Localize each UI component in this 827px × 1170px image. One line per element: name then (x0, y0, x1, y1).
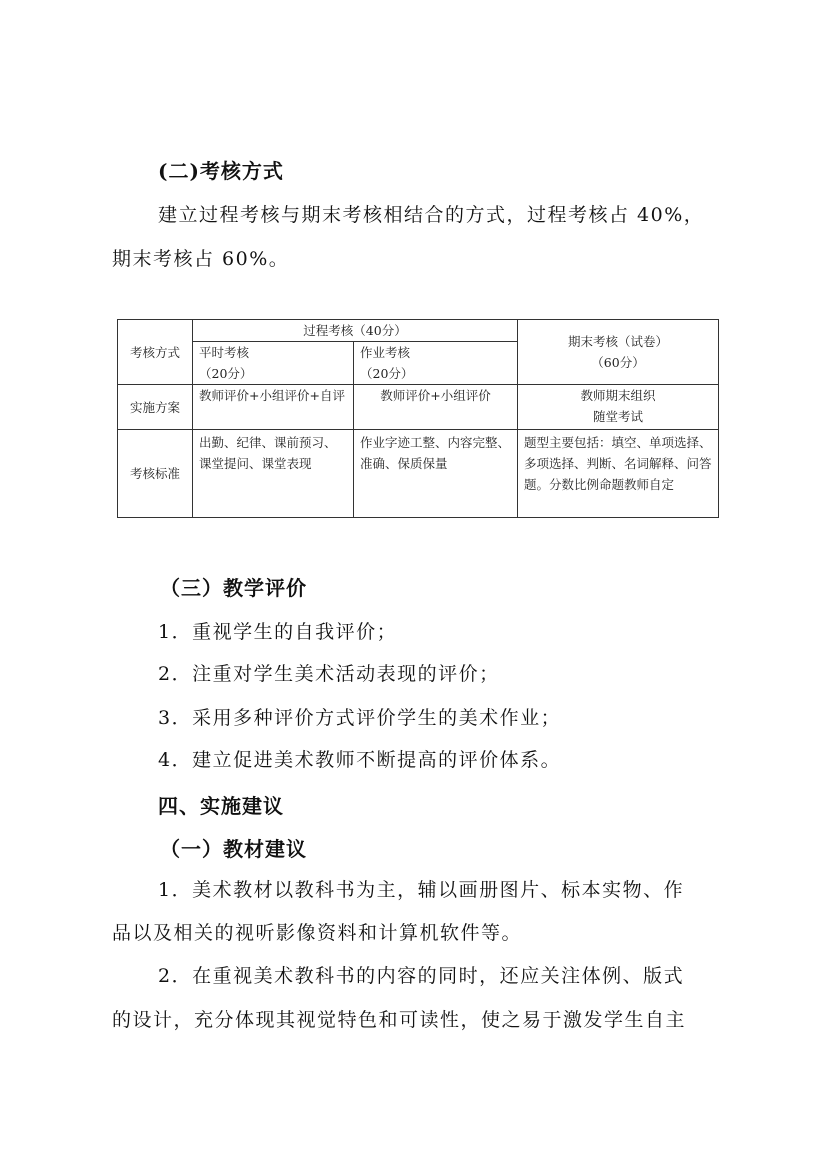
daily-header-label: 平时考核 (199, 345, 250, 360)
section-heading-evaluation: （三）教学评价 (160, 576, 307, 600)
paragraph-line: 建立过程考核与期末考核相结合的方式，过程考核占 40%， (158, 204, 705, 226)
table-header-method: 考核方式 (118, 320, 193, 385)
list-item: 3．采用多种评价方式评价学生的美术作业； (158, 707, 562, 729)
row-label-plan: 实施方案 (118, 385, 193, 430)
table-header-daily (193, 342, 354, 385)
paragraph-line: 2．在重视美术教科书的内容的同时，还应关注体例、版式 (158, 965, 685, 987)
homework-header-label: 作业考核 (360, 345, 411, 360)
plan-daily-cell: 教师评价+小组评价+自评 (193, 385, 354, 430)
plan-final-cell (518, 385, 719, 430)
plan-final-line: 随堂考试 (592, 409, 643, 424)
section-heading-assessment: (二)考核方式 (158, 159, 284, 183)
table-header-homework (354, 342, 518, 385)
final-header-label: 期末考核（试卷） (567, 334, 668, 349)
daily-header-score: （20分） (199, 366, 253, 381)
standard-final-cell: 题型主要包括：填空、单项选择、多项选择、判断、名词解释、问答题。分数比例命题教师自定 (518, 430, 719, 518)
final-header-score: （60分） (591, 355, 645, 370)
plan-final-line: 教师期末组织 (580, 388, 656, 403)
list-item: 2．注重对学生美术活动表现的评价； (158, 663, 500, 685)
standard-daily-cell: 出勤、纪律、课前预习、课堂提问、课堂表现 (193, 430, 354, 518)
table-header-final (518, 320, 719, 385)
table-header-process: 过程考核（40分） (193, 320, 518, 342)
list-item: 4．建立促进美术教师不断提高的评价体系。 (158, 749, 562, 771)
assessment-table (117, 319, 719, 518)
paragraph-line: 的设计，充分体现其视觉特色和可读性，使之易于激发学生自主 (112, 1009, 687, 1031)
row-label-standard: 考核标准 (118, 430, 193, 518)
section-heading-implementation: 四、实施建议 (158, 794, 284, 818)
homework-header-score: （20分） (360, 366, 414, 381)
plan-homework-cell: 教师评价+小组评价 (354, 385, 518, 430)
standard-homework-cell: 作业字迹工整、内容完整、准确、保质保量 (354, 430, 518, 518)
paragraph-line: 期末考核占 60%。 (112, 248, 290, 270)
subheading-textbook: （一）教材建议 (160, 837, 307, 861)
paragraph-line: 1．美术教材以教科书为主，辅以画册图片、标本实物、作 (158, 879, 685, 901)
list-item: 1．重视学生的自我评价； (158, 621, 398, 643)
paragraph-line: 品以及相关的视听影像资料和计算机软件等。 (112, 922, 523, 944)
